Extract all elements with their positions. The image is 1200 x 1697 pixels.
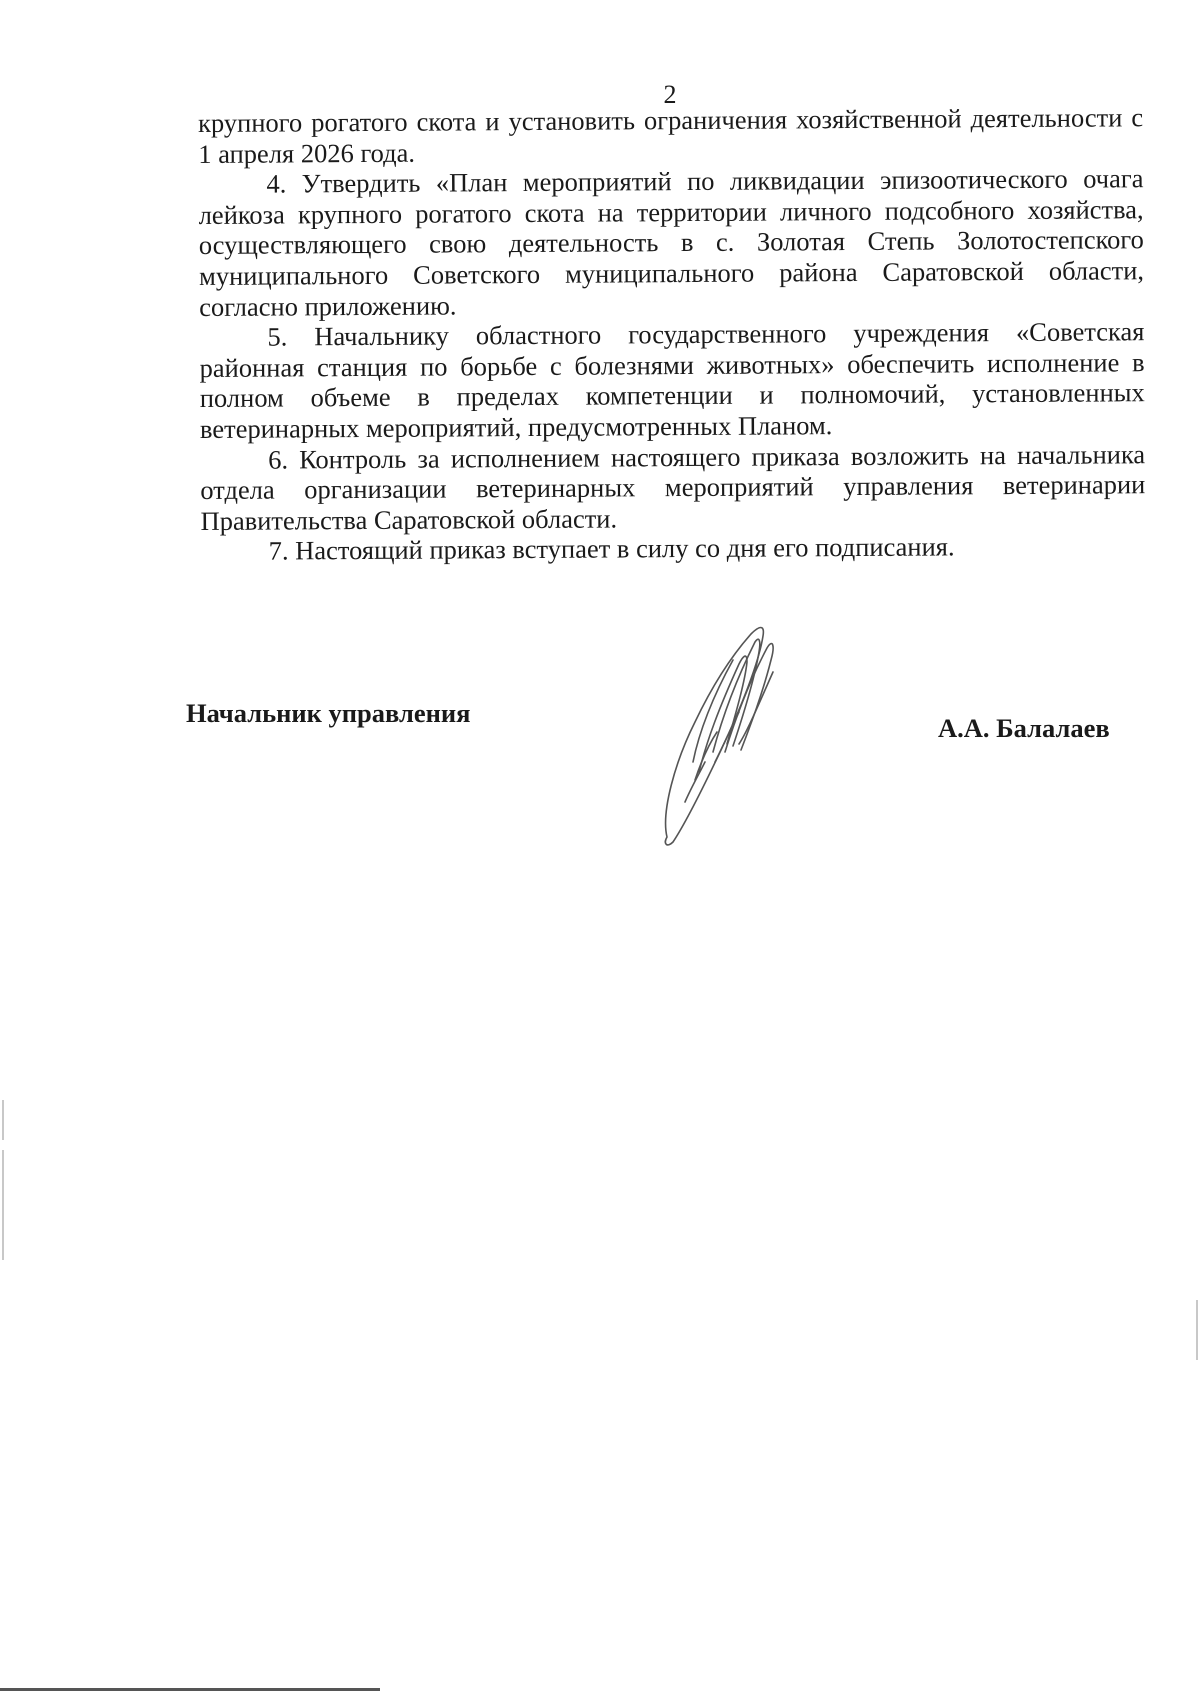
page-number: 2: [663, 80, 677, 109]
paragraph-item-4: 4. Утвердить «План мероприятий по ликвидации эпизоотического очага лейкоза крупного рогатого скота на территории личного подсобного хозяйства, осуществляющего свою деятельность в с. Золотая Степь Золотостепского муниципального Советского муниципального района Саратовской области, согласно приложению.: [198, 163, 1145, 322]
signatory-name: А.А. Балалаев: [938, 713, 1110, 743]
paragraph-item-7: 7. Настоящий приказ вступает в силу со дня его подписания.: [268, 531, 955, 566]
paragraph-continuation: крупного рогатого скота и установить ограничения хозяйственной деятельности с 1 апреля 2026 года.: [198, 102, 1144, 169]
scan-bottom-line: [0, 1688, 380, 1691]
paragraph-item-6: 6. Контроль за исполнением настоящего приказа возложить на начальника отдела организации ветеринарных мероприятий управления ветеринарии Правительства Саратовской области.: [200, 438, 1146, 536]
paragraph-item-5: 5. Начальнику областного государственного учреждения «Советская районная станция по борьбе с болезнями животных» обеспечить исполнение в полном объеме в пределах компетенции и полномочий, установленных ветеринарных мероприятий, предусмотренных Планом.: [199, 316, 1145, 444]
scan-edge-mark: [2, 1100, 4, 1140]
signatory-position: Начальник управления: [186, 698, 471, 728]
scan-edge-mark: [1196, 1300, 1198, 1360]
handwritten-signature: [655, 612, 805, 847]
scan-edge-mark: [2, 1190, 4, 1260]
document-body: [198, 102, 1146, 567]
